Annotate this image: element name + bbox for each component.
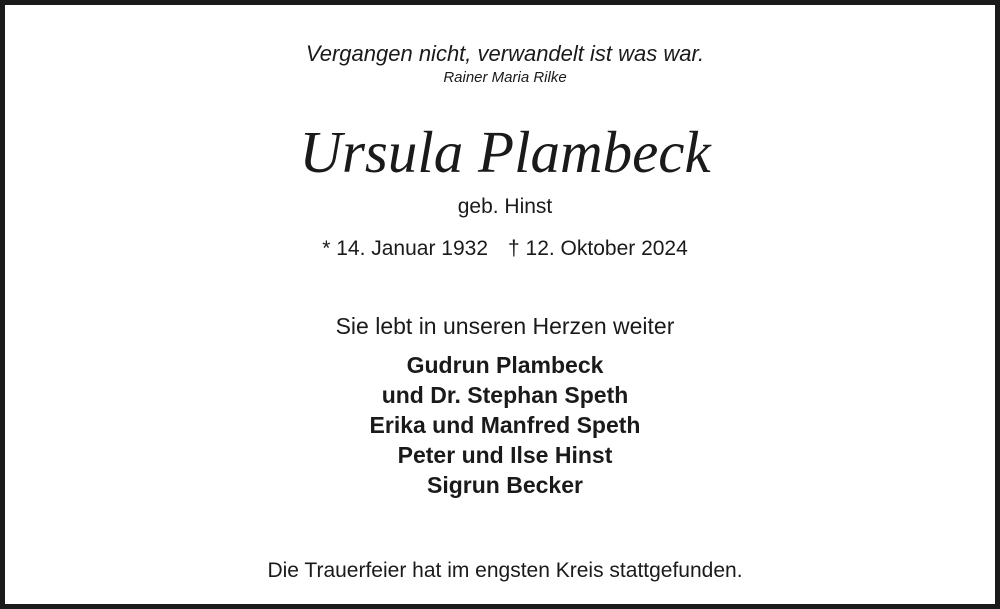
mourners-list — [5, 350, 1000, 500]
life-dates — [5, 236, 1000, 262]
funeral-note: Die Trauerfeier hat im engsten Kreis stattgefunden. — [267, 559, 743, 582]
mourner-name: Erika und Manfred Speth — [369, 412, 641, 438]
mourner-name: und Dr. Stephan Speth — [381, 382, 629, 408]
death-date: † 12. Oktober 2024 — [508, 237, 688, 260]
mourner-name: Gudrun Plambeck — [406, 352, 604, 378]
epigraph-quote: Vergangen nicht, verwandelt ist was war. — [305, 41, 705, 66]
birth-date: * 14. Januar 1932 — [322, 237, 488, 260]
epigraph-author: Rainer Maria Rilke — [443, 69, 567, 86]
remembrance-sentence: Sie lebt in unseren Herzen weiter — [335, 313, 675, 339]
birth-name: geb. Hinst — [457, 195, 553, 218]
deceased-name: Ursula Plambeck — [299, 119, 711, 185]
mourner-name: Sigrun Becker — [427, 472, 583, 498]
mourner-name: Peter und Ilse Hinst — [397, 442, 613, 468]
